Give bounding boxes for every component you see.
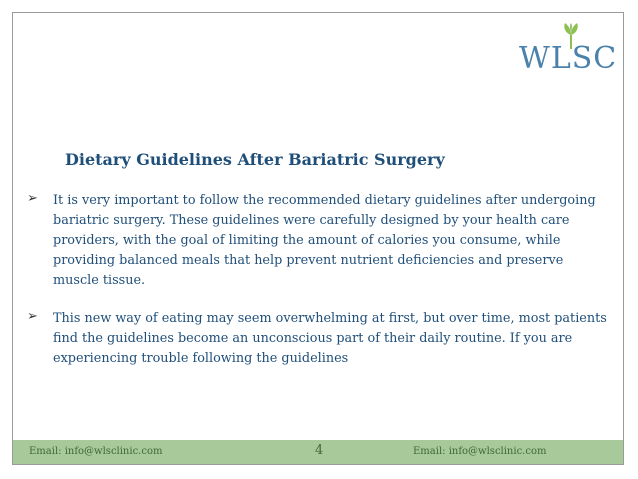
- page-title: Dietary Guidelines After Bariatric Surgery: [65, 150, 445, 169]
- list-item: [27, 309, 607, 369]
- logo-text: WLSC: [519, 41, 618, 76]
- footer-email-right: Email: info@wlsclinic.com: [413, 446, 547, 457]
- arrow-bullet-icon: ➢: [27, 309, 38, 324]
- arrow-bullet-icon: ➢: [27, 191, 38, 206]
- footer-bar: [13, 440, 623, 464]
- bullet-list: [27, 191, 607, 387]
- bullet-text: This new way of eating may seem overwhelming at first, but over time, most patients find the guidelines become an unconscious part of their daily routine. If you are experiencing trouble following the guidelines: [53, 311, 607, 366]
- list-item: [27, 191, 607, 291]
- page-number: 4: [315, 443, 324, 458]
- footer-email-left: Email: info@wlsclinic.com: [29, 446, 163, 457]
- wlsc-logo: [519, 23, 618, 79]
- bullet-text: It is very important to follow the recommended dietary guidelines after undergoing bariatric surgery. These guidelines were carefully designed by your health care providers, with the goal of limiting the amount of calories you consume, while providing balanced meals that help prevent nutrient deficiencies and preserve muscle tissue.: [53, 193, 596, 288]
- slide: [12, 12, 624, 465]
